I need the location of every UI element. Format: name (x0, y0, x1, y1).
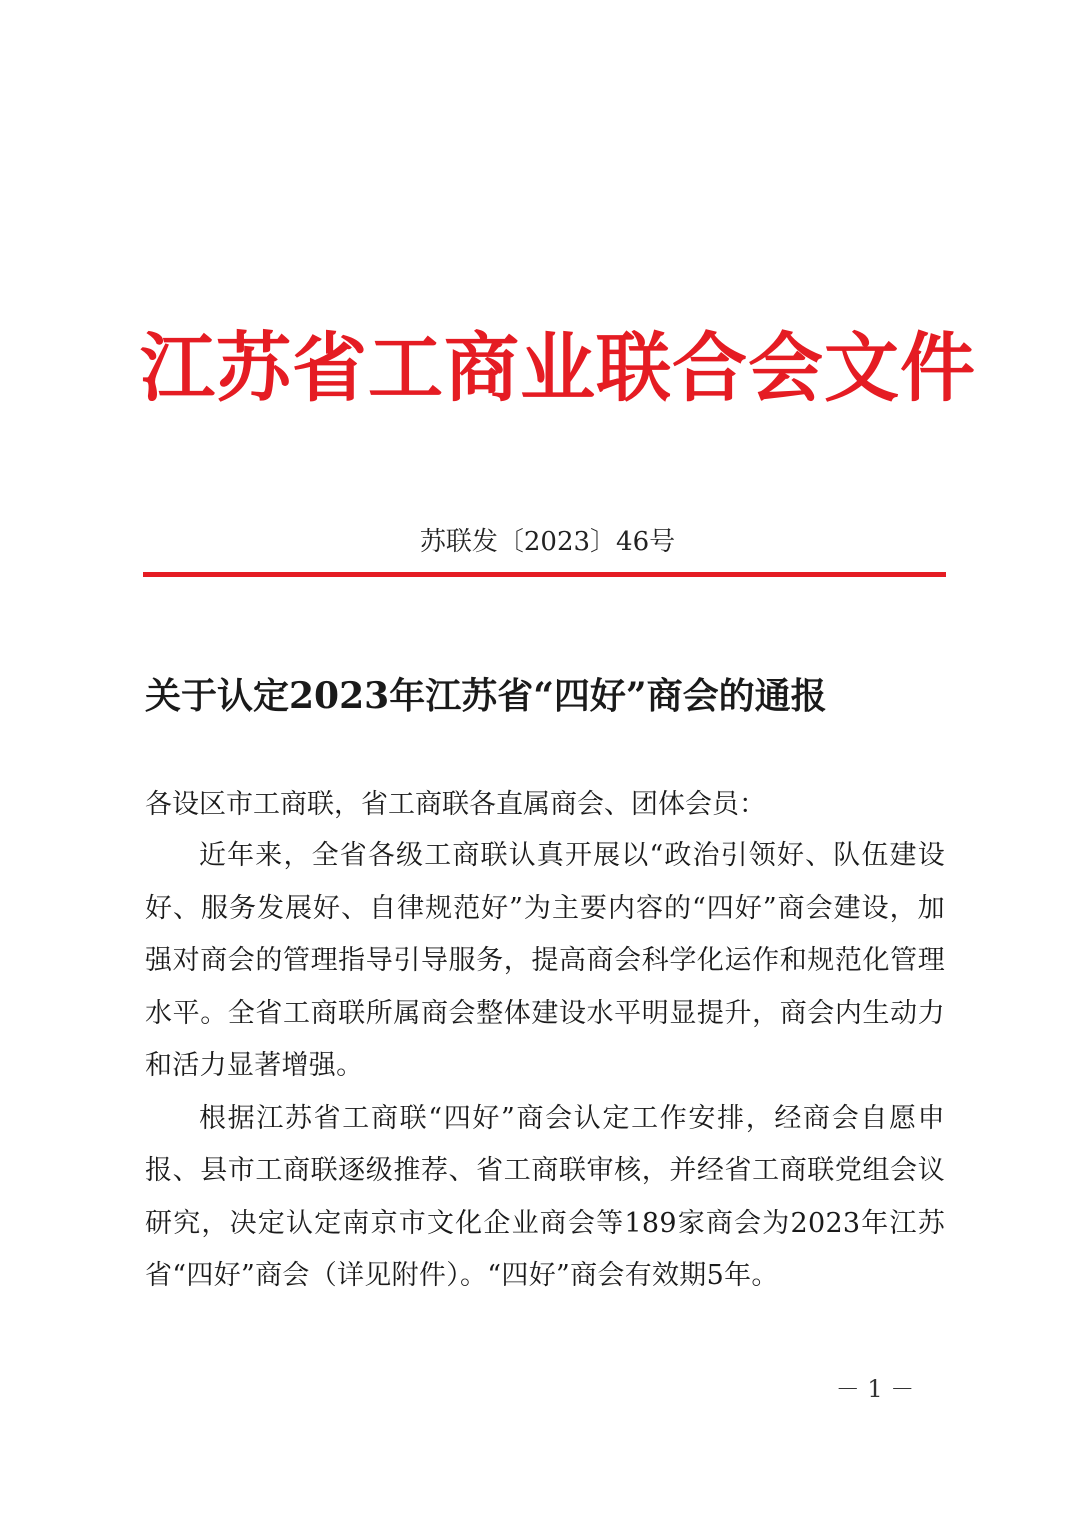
paragraph-1: 近年来，全省各级工商联认真开展以“政治引领好、队伍建设好、服务发展好、自律规范好”为主要内容的“四好”商会建设，加强对商会的管理指导引导服务，提高商会科学化运作和规范化管理水平。全省工商联所属商会整体建设水平明显提升，商会内生动力和活力显著增强。 (145, 840, 945, 1081)
masthead-title: 江苏省工商业联合会文件 (140, 324, 977, 412)
document-number: 苏联发〔2023〕46号 (419, 527, 676, 557)
paragraph-2: 根据江苏省工商联“四好”商会认定工作安排，经商会自愿申报、县市工商联逐级推荐、省工商联审核，并经省工商联党组会议研究，决定认定南京市文化企业商会等189家商会为2023年江苏省“四好”商会（详见附件）。“四好”商会有效期5年。 (145, 1102, 945, 1291)
red-separator-line (143, 572, 946, 577)
page-number: － 1 － (835, 1375, 915, 1403)
document-body (145, 780, 945, 1303)
salutation: 各设区市工商联，省工商联各直属商会、团体会员： (145, 789, 766, 820)
notice-title: 关于认定2023年江苏省“四好”商会的通报 (145, 675, 827, 717)
